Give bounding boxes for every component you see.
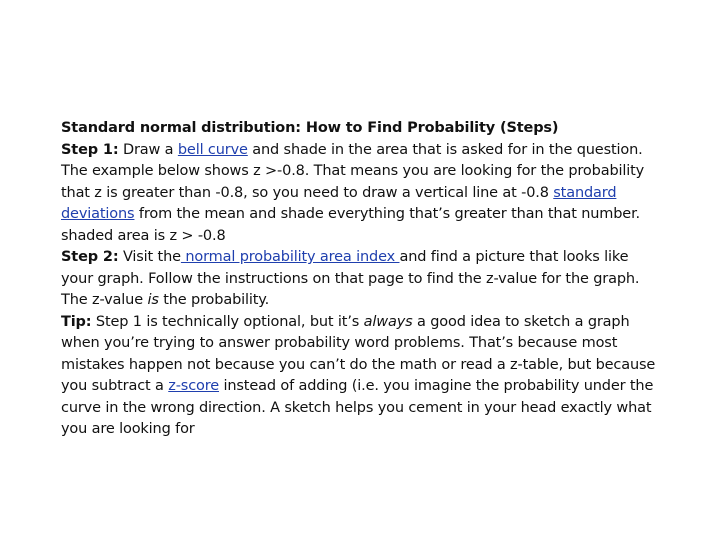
- step1-text: and shade in the area that is asked for in the question.: [247, 141, 643, 158]
- tip-line-1: [61, 312, 673, 334]
- tip-text: you subtract a: [61, 378, 169, 394]
- step2-text: Visit the: [118, 249, 181, 265]
- tip-text: instead of adding (i.e. you imagine the probability under the: [219, 378, 654, 394]
- tip-line-6: you are looking for: [61, 421, 195, 437]
- tip-line-5: curve in the wrong direction. A sketch helps you cement in your head exactly what: [61, 399, 652, 416]
- normal-probability-area-index-link[interactable]: normal probability area index: [180, 249, 400, 265]
- step2-emphasis: is: [147, 292, 159, 308]
- tip-line-4: [61, 376, 673, 398]
- tip-emphasis: always: [363, 313, 413, 330]
- step2-label: Step 2:: [61, 249, 119, 265]
- tip-line-3: mistakes happen not because you can’t do the math or read a z-table, but because: [61, 356, 656, 373]
- step2-line-3: [61, 290, 673, 312]
- standard-deviations-link[interactable]: deviations: [61, 206, 135, 222]
- text-block: [61, 118, 673, 441]
- step1-line-3: [61, 183, 673, 205]
- standard-deviations-link[interactable]: standard: [553, 184, 617, 201]
- step1-line-4: [61, 204, 673, 226]
- step2-text: and find a picture that looks like: [399, 249, 629, 265]
- tip-line-2: when you’re trying to answer probability word problems. That’s because most: [61, 335, 618, 351]
- step1-line-5: shaded area is z > -0.8: [61, 227, 226, 244]
- step2-line-2: your graph. Follow the instructions on that page to find the z-value for the graph.: [61, 270, 640, 287]
- step2-text: The z-value: [61, 292, 148, 308]
- tip-label: Tip:: [61, 313, 92, 330]
- step1-text: from the mean and shade everything that’s greater than that number.: [134, 206, 641, 222]
- step2-line-1: [61, 247, 673, 269]
- z-score-link[interactable]: z-score: [168, 378, 220, 394]
- tip-text: Step 1 is technically optional, but it’s: [91, 313, 364, 330]
- step1-text: Draw a: [118, 141, 178, 158]
- document-title: Standard normal distribution: How to Find Probability (Steps): [61, 120, 559, 136]
- step1-line-2: The example below shows z >-0.8. That means you are looking for the probability: [61, 163, 645, 179]
- step2-text: the probability.: [158, 292, 270, 308]
- tip-text: a good idea to sketch a graph: [412, 313, 630, 330]
- step1-text: that z is greater than -0.8, so you need to draw a vertical line at -0.8: [61, 184, 554, 201]
- step1-label: Step 1:: [61, 141, 119, 158]
- bell-curve-link[interactable]: bell curve: [177, 141, 248, 158]
- step1-line-1: [61, 140, 673, 162]
